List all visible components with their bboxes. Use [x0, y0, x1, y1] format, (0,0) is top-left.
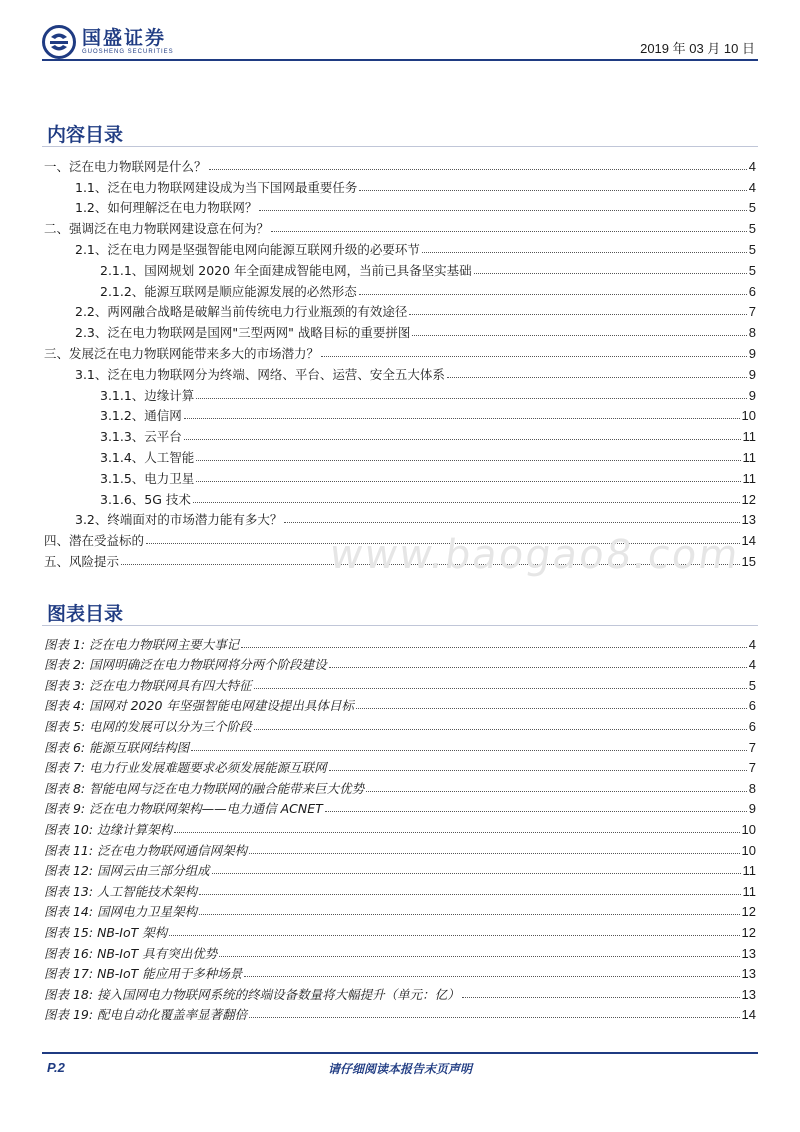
toc-entry-title: 2.1.2、能源互联网是顺应能源发展的必然形态	[100, 283, 357, 299]
figure-entry-page: 12	[741, 924, 756, 940]
figure-entry-title: 图表 10: 边缘计算架构	[44, 821, 173, 837]
dot-leader	[412, 334, 746, 336]
figure-entry-page: 14	[741, 1007, 756, 1023]
figure-entry-page: 4	[748, 657, 756, 673]
dot-leader	[254, 687, 747, 689]
figure-entry-title: 图表 13: 人工智能技术架构	[44, 883, 198, 899]
dot-leader	[212, 872, 741, 874]
figure-entry[interactable]	[44, 878, 756, 899]
toc-entry-page: 6	[748, 283, 756, 299]
figure-entry-title: 图表 19: 配电自动化覆盖率显著翻倍	[44, 1007, 248, 1023]
figure-entry-title: 图表 7: 电力行业发展难题要求必须发展能源互联网	[44, 760, 327, 776]
figure-entry[interactable]	[44, 919, 756, 940]
figure-entry-title: 图表 9: 泛在电力物联网架构——电力通信 ACNET	[44, 801, 323, 817]
dot-leader	[271, 230, 747, 232]
figure-entry-title: 图表 12: 国网云由三部分组成	[44, 863, 210, 879]
toc-entry-page: 12	[741, 491, 756, 507]
toc-entry[interactable]	[44, 507, 756, 528]
toc-entry-page: 9	[748, 345, 756, 361]
toc-entry-title: 一、泛在电力物联网是什么？	[44, 158, 207, 174]
figure-entry[interactable]	[44, 816, 756, 837]
watermark: www.baogao8.com	[326, 532, 743, 578]
toc-entry[interactable]	[44, 382, 756, 403]
brand-logo	[42, 25, 174, 59]
toc-entry-page: 4	[748, 158, 756, 174]
contents-title-divider	[42, 146, 758, 147]
dot-leader	[174, 831, 739, 833]
toc-entry[interactable]	[44, 403, 756, 424]
dot-leader	[241, 646, 747, 648]
dot-leader	[199, 893, 740, 895]
toc-entry-title: 3.1.3、云平台	[100, 429, 182, 445]
toc-entry-title: 3.1、泛在电力物联网分为终端、网络、平台、运营、安全五大体系	[75, 366, 445, 382]
figure-entry[interactable]	[44, 652, 756, 673]
figure-entry-title: 图表 17: NB-IoT 能应用于多种场景	[44, 966, 243, 982]
toc-entry[interactable]	[44, 486, 756, 507]
figure-entry-page: 6	[748, 718, 756, 734]
figure-entry[interactable]	[44, 899, 756, 920]
dot-leader	[249, 1016, 739, 1018]
toc-entry-title: 1.2、如何理解泛在电力物联网？	[75, 200, 258, 216]
figure-entry-title: 图表 15: NB-IoT 架构	[44, 924, 168, 940]
toc-entry-title: 2.1.1、国网规划 2020 年全面建成智能电网，当前已具备坚实基础	[100, 262, 472, 278]
dot-leader	[254, 728, 747, 730]
figure-entry[interactable]	[44, 1002, 756, 1023]
figure-entry[interactable]	[44, 940, 756, 961]
figure-entry-page: 9	[748, 801, 756, 817]
list-of-figures	[44, 631, 756, 1022]
toc-entry[interactable]	[44, 195, 756, 216]
figure-entry[interactable]	[44, 796, 756, 817]
toc-entry-page: 4	[748, 179, 756, 195]
toc-entry-page: 5	[748, 241, 756, 257]
toc-entry[interactable]	[44, 465, 756, 486]
dot-leader	[249, 852, 739, 854]
toc-entry-title: 三、发展泛在电力物联网能带来多大的市场潜力？	[44, 345, 320, 361]
figure-entry-title: 图表 1: 泛在电力物联网主要大事记	[44, 636, 240, 652]
dot-leader	[284, 521, 739, 523]
figure-entry[interactable]	[44, 713, 756, 734]
figure-entry[interactable]	[44, 755, 756, 776]
toc-entry-page: 11	[742, 429, 756, 445]
dot-leader	[325, 810, 747, 812]
toc-entry-page: 9	[748, 387, 756, 403]
figure-entry-title: 图表 3: 泛在电力物联网具有四大特征	[44, 677, 252, 693]
dot-leader	[196, 459, 740, 461]
toc-entry[interactable]	[44, 299, 756, 320]
toc-entry-page: 5	[748, 221, 756, 237]
figure-entry-page: 10	[741, 842, 756, 858]
toc-entry-title: 3.1.1、边缘计算	[100, 387, 195, 403]
toc-entry-page: 9	[748, 366, 756, 382]
figure-entry-title: 图表 16: NB-IoT 具有突出优势	[44, 945, 218, 961]
figure-entry-title: 图表 18: 接入国网电力物联网系统的终端设备数量将大幅提升（单元：亿）	[44, 986, 460, 1002]
dot-leader	[366, 790, 747, 792]
figure-entry-title: 图表 6: 能源互联网结构图	[44, 739, 190, 755]
toc-entry-title: 3.2、终端面对的市场潜力能有多大？	[75, 512, 283, 528]
toc-entry-title: 3.1.4、人工智能	[100, 449, 195, 465]
dot-leader	[199, 913, 739, 915]
dot-leader	[462, 996, 740, 998]
dot-leader	[447, 376, 747, 378]
dot-leader	[196, 480, 740, 482]
figure-entry-page: 11	[742, 883, 756, 899]
figure-entry-page: 8	[748, 780, 756, 796]
dot-leader	[193, 501, 740, 503]
figure-entry[interactable]	[44, 672, 756, 693]
dot-leader	[409, 313, 746, 315]
page-header	[0, 0, 800, 62]
figure-entry-page: 12	[741, 904, 756, 920]
brand-name: 国盛证券	[82, 27, 167, 49]
figure-entry-page: 13	[741, 945, 756, 961]
figure-entry-page: 5	[748, 677, 756, 693]
figure-entry-page: 4	[748, 636, 756, 652]
header-rule	[42, 59, 758, 61]
figure-entry[interactable]	[44, 961, 756, 982]
dot-leader	[244, 975, 739, 977]
figure-entry-title: 图表 8: 智能电网与泛在电力物联网的融合能带来巨大优势	[44, 780, 365, 796]
footer-disclaimer-note: 请仔细阅读本报告末页声明	[327, 1062, 472, 1076]
figures-title-divider	[42, 625, 758, 626]
figure-entry[interactable]	[44, 775, 756, 796]
toc-entry-title: 3.1.5、电力卫星	[100, 470, 195, 486]
toc-entry-page: 7	[748, 304, 756, 320]
figure-entry-page: 13	[741, 966, 756, 982]
toc-entry-page: 14	[741, 533, 756, 549]
toc-entry-page: 15	[741, 553, 756, 569]
toc-entry[interactable]	[44, 319, 756, 340]
page-number: P.2	[47, 1060, 65, 1075]
brand-name-en: GUOSHENG SECURITIES	[82, 49, 174, 55]
toc-entry[interactable]	[44, 236, 756, 257]
dot-leader	[422, 251, 747, 253]
toc-entry-page: 11	[742, 449, 756, 465]
dot-leader	[321, 355, 747, 357]
toc-entry-page: 13	[741, 512, 756, 528]
figure-entry-title: 图表 4: 国网对 2020 年坚强智能电网建设提出具体目标	[44, 698, 354, 714]
toc-entry-title: 五、风险提示	[44, 553, 120, 569]
figure-entry[interactable]	[44, 734, 756, 755]
dot-leader	[169, 934, 739, 936]
figure-entry-title: 图表 14: 国网电力卫星架构	[44, 904, 198, 920]
toc-entry-title: 2.2、两网融合战略是破解当前传统电力行业瓶颈的有效途径	[75, 304, 408, 320]
figure-entry[interactable]	[44, 631, 756, 652]
toc-entry-title: 3.1.6、5G 技术	[100, 491, 191, 507]
contents-title: 内容目录	[47, 124, 124, 146]
figures-title: 图表目录	[47, 603, 124, 625]
figure-entry-page: 7	[748, 739, 756, 755]
figure-entry-page: 13	[741, 986, 756, 1002]
figure-entry[interactable]	[44, 693, 756, 714]
table-of-contents	[44, 153, 756, 569]
toc-entry-page: 5	[748, 262, 756, 278]
toc-entry[interactable]	[44, 278, 756, 299]
dot-leader	[329, 769, 747, 771]
toc-entry[interactable]	[44, 340, 756, 361]
toc-entry[interactable]	[44, 423, 756, 444]
figure-entry[interactable]	[44, 981, 756, 1002]
dot-leader	[209, 168, 747, 170]
figure-entry[interactable]	[44, 858, 756, 879]
toc-entry[interactable]	[44, 257, 756, 278]
toc-entry-page: 10	[741, 408, 756, 424]
toc-entry-title: 四、潜在受益标的	[44, 533, 145, 549]
dot-leader	[219, 955, 739, 957]
dot-leader	[359, 293, 747, 295]
figure-entry-page: 11	[742, 863, 756, 879]
dot-leader	[191, 749, 747, 751]
toc-entry-page: 8	[748, 325, 756, 341]
toc-entry-title: 2.3、泛在电力物联网是国网"三型两网" 战略目标的重要拼图	[75, 325, 411, 341]
dot-leader	[184, 438, 741, 440]
toc-entry-page: 11	[742, 470, 756, 486]
figure-entry-title: 图表 11: 泛在电力物联网通信网架构	[44, 842, 248, 858]
dot-leader	[196, 397, 746, 399]
toc-entry[interactable]	[44, 361, 756, 382]
figure-entry-title: 图表 2: 国网明确泛在电力物联网将分两个阶段建设	[44, 657, 327, 673]
dot-leader	[356, 707, 747, 709]
toc-entry-page: 5	[748, 200, 756, 216]
footer-rule	[42, 1052, 758, 1054]
dot-leader	[184, 417, 740, 419]
toc-entry-title: 3.1.2、通信网	[100, 408, 182, 424]
figure-entry-title: 图表 5: 电网的发展可以分为三个阶段	[44, 718, 252, 734]
report-date: 2019 年 03 月 10 日	[640, 41, 755, 56]
dot-leader	[329, 666, 747, 668]
toc-entry-title: 2.1、泛在电力网是坚强智能电网向能源互联网升级的必要环节	[75, 241, 420, 257]
dot-leader	[259, 209, 746, 211]
figure-entry[interactable]	[44, 837, 756, 858]
toc-entry-title: 1.1、泛在电力物联网建设成为当下国网最重要任务	[75, 179, 358, 195]
dot-leader	[359, 189, 746, 191]
dot-leader	[474, 272, 747, 274]
toc-entry[interactable]	[44, 215, 756, 236]
guosheng-logo-icon	[42, 25, 76, 59]
figure-entry-page: 6	[748, 698, 756, 714]
figure-entry-page: 7	[748, 760, 756, 776]
toc-entry-title: 二、强调泛在电力物联网建设意在何为？	[44, 221, 270, 237]
figure-entry-page: 10	[741, 821, 756, 837]
toc-entry[interactable]	[44, 153, 756, 174]
toc-entry[interactable]	[44, 174, 756, 195]
toc-entry[interactable]	[44, 444, 756, 465]
